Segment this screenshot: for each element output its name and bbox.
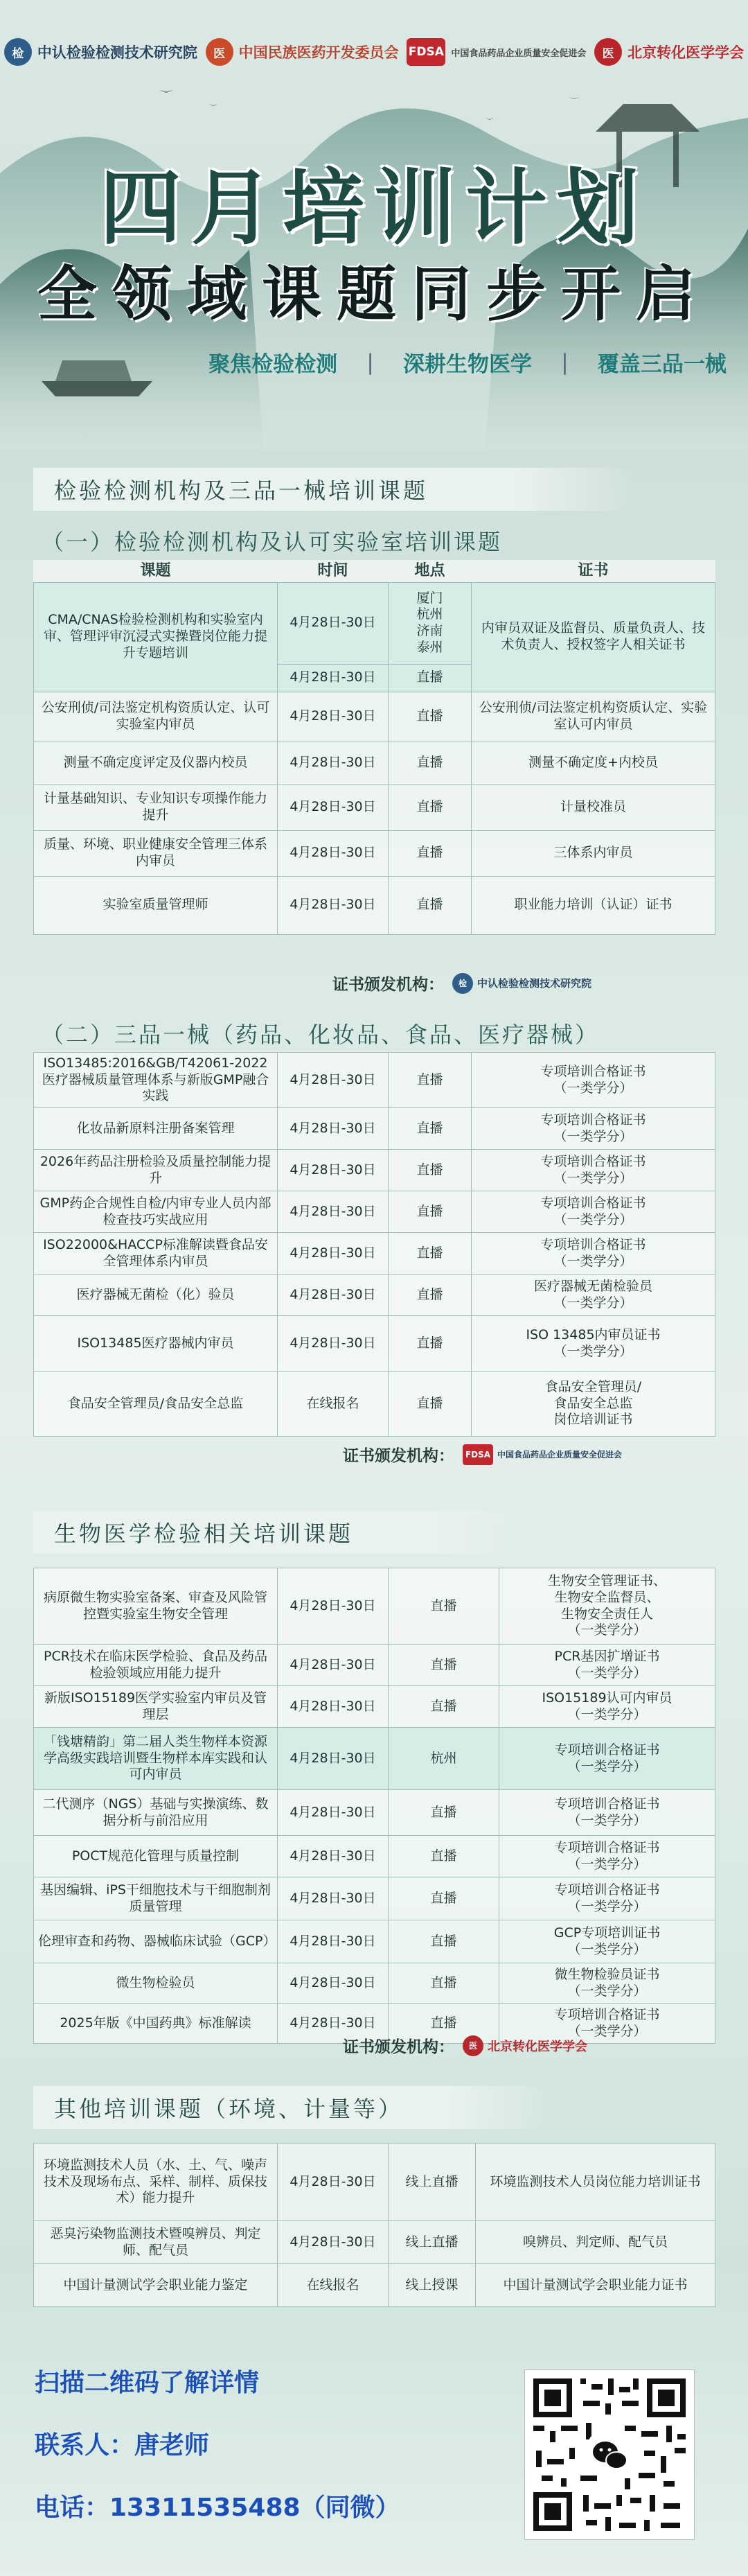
part2-title: （二）三品一械（药品、化妆品、食品、医疗器械）: [42, 1022, 600, 1048]
cert-cell: 专项培训合格证书 （一类学分）: [499, 1728, 715, 1790]
place-cell: 直播: [389, 1053, 472, 1108]
place-cell: 杭州: [389, 1728, 499, 1790]
cert-cell: PCR基因扩增证书 （一类学分）: [499, 1645, 715, 1686]
place-cell: 直播: [389, 692, 472, 742]
hero-banner: [0, 76, 748, 450]
topic-cell: 恶臭污染物监测技术暨嗅辨员、判定师、配气员: [34, 2221, 278, 2264]
issuer-badge: [452, 973, 591, 994]
logo-label: 中认检验检测技术研究院: [37, 44, 197, 61]
topic-cell: 「钱塘精韵」第二届人类生物样本资源学高级实践培训暨生物样本库实践和认可内审员: [34, 1728, 278, 1790]
cert-cell: 环境监测技术人员岗位能力培训证书: [476, 2144, 715, 2221]
qr-code-icon: [528, 2373, 691, 2536]
time-cell: 4月28日-30日: [278, 1728, 389, 1790]
col-header-cert: 证书: [578, 562, 609, 579]
place-cell: 直播: [389, 785, 472, 830]
time-cell: 4月28日-30日: [278, 2221, 389, 2264]
logo-fdsa: [407, 38, 586, 66]
cert-cell: 内审员双证及监督员、质量负责人、技术负责人、授权签字人相关证书: [472, 582, 715, 692]
time-cell: 4月28日-30日: [278, 582, 389, 664]
place-cell: 直播: [389, 742, 472, 785]
tag-biomed: 深耕生物医学: [403, 352, 532, 377]
table-row: [34, 1150, 715, 1191]
issuer-name: 中国食品药品企业质量安全促进会: [497, 1450, 623, 1460]
cert-cell: 专项培训合格证书 （一类学分）: [499, 1836, 715, 1877]
cert-cell: 嗅辨员、判定师、配气员: [476, 2221, 715, 2264]
table-row: [34, 830, 715, 876]
tag-separator: |: [561, 349, 569, 375]
topic-cell: PCR技术在临床医学检验、食品及药品检验领域应用能力提升: [34, 1645, 278, 1686]
topic-cell: 测量不确定度评定及仪器内校员: [34, 742, 278, 785]
time-cell: 4月28日-30日: [278, 2004, 389, 2044]
table-row: [34, 1372, 715, 1437]
topic-cell: 伦理审查和药物、器械临床试验（GCP）: [34, 1920, 278, 1963]
main-subtitle: 全领域课题同步开启: [37, 259, 711, 329]
cert-cell: 专项培训合格证书 （一类学分）: [472, 1150, 715, 1191]
time-cell: 4月28日-30日: [278, 692, 389, 742]
cert-cell: 专项培训合格证书 （一类学分）: [472, 1233, 715, 1274]
place-cell: 直播: [389, 1274, 472, 1316]
logo-minzu: [206, 38, 399, 66]
place-cell: 直播: [389, 1790, 499, 1836]
table-row: [34, 1053, 715, 1108]
place-cell: 直播: [389, 1372, 472, 1437]
table-row: [34, 1877, 715, 1920]
cert-cell: 食品安全管理员/ 食品安全总监 岗位培训证书: [472, 1372, 715, 1437]
topic-cell: 病原微生物实验室备案、审查及风险管控暨实验室生物安全管理: [34, 1568, 278, 1645]
time-cell: 4月28日-30日: [278, 1963, 389, 2004]
time-cell: 4月28日-30日: [278, 742, 389, 785]
topic-cell: 实验室质量管理师: [34, 876, 278, 934]
place-cell: 直播: [389, 1233, 472, 1274]
cert-cell: ISO 13485内审员证书 （一类学分）: [472, 1316, 715, 1372]
section1-heading: 检验检测机构及三品一械培训课题: [33, 468, 636, 511]
other-training-table: [33, 2143, 715, 2307]
topic-cell: 基因编辑、iPS干细胞技术与干细胞制剂质量管理: [34, 1877, 278, 1920]
time-cell: 4月28日-30日: [278, 1274, 389, 1316]
place-cell: 直播: [389, 876, 472, 934]
topic-cell: ISO22000&HACCP标准解读暨食品安全管理体系内审员: [34, 1233, 278, 1274]
topic-cell: 微生物检验员: [34, 1963, 278, 2004]
table-row: [34, 1108, 715, 1150]
place-cell: 直播: [389, 1108, 472, 1150]
logo-ccic: [4, 38, 197, 66]
tag-products: 覆盖三品一械: [597, 352, 727, 377]
time-cell: 4月28日-30日: [278, 1836, 389, 1877]
ccic-logo-icon: 检: [452, 973, 473, 994]
biomed-training-table: [33, 1568, 715, 2044]
table-row: [34, 2264, 715, 2307]
topic-cell: 2026年药品注册检验及质量控制能力提升: [34, 1150, 278, 1191]
topic-cell: 中国计量测试学会职业能力鉴定: [34, 2264, 278, 2307]
time-cell: 4月28日-30日: [278, 830, 389, 876]
time-cell: 4月28日-30日: [278, 1568, 389, 1645]
issuer-label: 证书颁发机构：: [332, 976, 444, 994]
section3-heading: 其他培训课题（环境、计量等）: [33, 2086, 553, 2129]
logo-label: 中国食品药品企业质量安全促进会: [451, 48, 587, 59]
topic-cell: 食品安全管理员/食品安全总监: [34, 1372, 278, 1437]
col-header-topic: 课题: [140, 562, 171, 579]
cert-cell: 生物安全管理证书、 生物安全监督员、 生物安全责任人 （一类学分）: [499, 1568, 715, 1645]
time-cell: 4月28日-30日: [278, 2144, 389, 2221]
topic-cell: GMP药企合规性自检/内审专业人员内部检查技巧实战应用: [34, 1191, 278, 1233]
table-row: [34, 1728, 715, 1790]
place-cell: 直播: [389, 1645, 499, 1686]
place-cell: 直播: [389, 664, 472, 692]
bstm-logo-icon: 医: [594, 38, 622, 66]
place-cell: 厦门 杭州 济南 泰州: [389, 582, 472, 664]
logo-label: 北京转化医学学会: [627, 44, 745, 61]
part1-title: （一）检验检测机构及认可实验室培训课题: [42, 529, 503, 555]
cert-cell: 专项培训合格证书 （一类学分）: [472, 1053, 715, 1108]
scan-prompt: 扫描二维码了解详情: [35, 2369, 260, 2397]
cert-cell: 专项培训合格证书 （一类学分）: [499, 2004, 715, 2044]
fdsa-logo-icon: FDSA: [463, 1444, 493, 1465]
issuer-badge: [463, 2035, 587, 2056]
topic-cell: ISO13485医疗器械内审员: [34, 1316, 278, 1372]
issuer-name: 中认检验检测技术研究院: [477, 977, 592, 990]
place-cell: 直播: [389, 830, 472, 876]
time-cell: 4月28日-30日: [278, 1316, 389, 1372]
time-cell: 4月28日-30日: [278, 1877, 389, 1920]
table-row: [34, 1568, 715, 1645]
table-row: [34, 742, 715, 785]
topic-cell: CMA/CNAS检验检测机构和实验室内审、管理评审沉浸式实操暨岗位能力提升专题培训: [34, 582, 278, 692]
cert-cell: 微生物检验员证书 （一类学分）: [499, 1963, 715, 2004]
table-row: [34, 1316, 715, 1372]
table-row: [34, 785, 715, 830]
time-cell: 4月28日-30日: [278, 1108, 389, 1150]
table-row: [34, 1645, 715, 1686]
table-header-row: [34, 560, 715, 582]
cert-cell: 职业能力培训（认证）证书: [472, 876, 715, 934]
topic-cell: 环境监测技术人员（水、土、气、噪声技术及现场布点、采样、制样、质保技术）能力提升: [34, 2144, 278, 2221]
cert-cell: 专项培训合格证书 （一类学分）: [472, 1108, 715, 1150]
time-cell: 4月28日-30日: [278, 876, 389, 934]
table-row: [34, 1274, 715, 1316]
issuer-badge: [463, 1444, 622, 1465]
ccic-logo-icon: 检: [4, 38, 32, 66]
time-cell: 4月28日-30日: [278, 1191, 389, 1233]
topic-cell: 二代测序（NGS）基础与实操演练、数据分析与前沿应用: [34, 1790, 278, 1836]
place-cell: 直播: [389, 1150, 472, 1191]
time-cell: 4月28日-30日: [278, 1920, 389, 1963]
contact-person: 联系人：唐老师: [35, 2431, 210, 2460]
table-row: [34, 1836, 715, 1877]
time-cell: 在线报名: [278, 2264, 389, 2307]
cert-cell: 专项培训合格证书 （一类学分）: [472, 1191, 715, 1233]
cert-cell: 计量校准员: [472, 785, 715, 830]
table-row: [34, 2144, 715, 2221]
topic-cell: 公安刑侦/司法鉴定机构资质认定、认可实验室内审员: [34, 692, 278, 742]
main-title: 四月培训计划: [99, 159, 648, 256]
logo-label: 中国民族医药开发委员会: [238, 44, 399, 61]
place-cell: 直播: [389, 2004, 499, 2044]
table-row: [34, 1790, 715, 1836]
place-cell: 直播: [389, 1920, 499, 1963]
section2-heading: 生物医学检验相关培训课题: [33, 1511, 525, 1554]
cert-cell: 医疗器械无菌检验员 （一类学分）: [472, 1274, 715, 1316]
time-cell: 在线报名: [278, 1372, 389, 1437]
topic-cell: 新版ISO15189医学实验室内审员及管理层: [34, 1686, 278, 1728]
place-cell: 直播: [389, 1686, 499, 1728]
time-cell: 4月28日-30日: [278, 1790, 389, 1836]
topic-cell: 2025年版《中国药典》标准解读: [34, 2004, 278, 2044]
table-row: [34, 2221, 715, 2264]
lab-training-table: [33, 560, 715, 935]
table-row: [34, 1686, 715, 1728]
time-cell: 4月28日-30日: [278, 1686, 389, 1728]
table-row: [34, 1233, 715, 1274]
minzu-logo-icon: 医: [206, 38, 233, 66]
col-header-place: 地点: [414, 562, 445, 579]
time-cell: 4月28日-30日: [278, 1645, 389, 1686]
time-cell: 4月28日-30日: [278, 664, 389, 692]
issuer-label: 证书颁发机构：: [343, 1447, 454, 1465]
cert-cell: 专项培训合格证书 （一类学分）: [499, 1877, 715, 1920]
table-row: [34, 582, 715, 664]
cert-cell: GCP专项培训证书 （一类学分）: [499, 1920, 715, 1963]
issuer-line-2: [343, 1443, 622, 1466]
place-cell: 线上授课: [389, 2264, 476, 2307]
cert-cell: 测量不确定度+内校员: [472, 742, 715, 785]
place-cell: 直播: [389, 1877, 499, 1920]
place-cell: 直播: [389, 1191, 472, 1233]
place-cell: 直播: [389, 1836, 499, 1877]
tag-testing: 聚焦检验检测: [208, 352, 338, 377]
time-cell: 4月28日-30日: [278, 785, 389, 830]
time-cell: 4月28日-30日: [278, 1053, 389, 1108]
topic-cell: ISO13485:2016&GB/T42061-2022医疗器械质量管理体系与新版GMP融合实践: [34, 1053, 278, 1108]
bstm-logo-icon: 医: [463, 2035, 483, 2056]
tag-separator: |: [366, 349, 374, 375]
issuer-label: 证书颁发机构：: [343, 2038, 454, 2056]
cert-cell: ISO15189认可内审员 （一类学分）: [499, 1686, 715, 1728]
cert-cell: 三体系内审员: [472, 830, 715, 876]
issuer-line-3: [343, 2034, 587, 2057]
logo-bstm: [594, 38, 744, 66]
time-cell: 4月28日-30日: [278, 1150, 389, 1191]
cert-cell: 专项培训合格证书 （一类学分）: [499, 1790, 715, 1836]
logo-bar: [0, 28, 748, 76]
table-row: [34, 692, 715, 742]
col-header-time: 时间: [317, 562, 348, 579]
place-cell: 线上直播: [389, 2144, 476, 2221]
time-cell: 4月28日-30日: [278, 1233, 389, 1274]
topic-cell: 质量、环境、职业健康安全管理三体系内审员: [34, 830, 278, 876]
cert-cell: 公安刑侦/司法鉴定机构资质认定、实验室认可内审员: [472, 692, 715, 742]
table-row: [34, 1963, 715, 2004]
table-row: [34, 1191, 715, 1233]
table-row: [34, 1920, 715, 1963]
place-cell: 直播: [389, 1316, 472, 1372]
place-cell: 直播: [389, 1963, 499, 2004]
place-cell: 线上直播: [389, 2221, 476, 2264]
topic-cell: POCT规范化管理与质量控制: [34, 1836, 278, 1877]
topic-cell: 化妆品新原料注册备案管理: [34, 1108, 278, 1150]
contact-phone[interactable]: 电话：13311535488（同微）: [35, 2494, 400, 2522]
cert-cell: 中国计量测试学会职业能力证书: [476, 2264, 715, 2307]
wechat-qr-code[interactable]: [525, 2370, 694, 2539]
tagline: [194, 347, 741, 378]
table-row: [34, 876, 715, 934]
issuer-line-1: [332, 972, 591, 995]
fdsa-logo-icon: FDSA: [407, 38, 445, 66]
place-cell: 直播: [389, 1568, 499, 1645]
topic-cell: 计量基础知识、专业知识专项操作能力提升: [34, 785, 278, 830]
topic-cell: 医疗器械无菌检（化）验员: [34, 1274, 278, 1316]
issuer-name: 北京转化医学学会: [488, 2039, 587, 2054]
products-training-table: [33, 1052, 715, 1437]
